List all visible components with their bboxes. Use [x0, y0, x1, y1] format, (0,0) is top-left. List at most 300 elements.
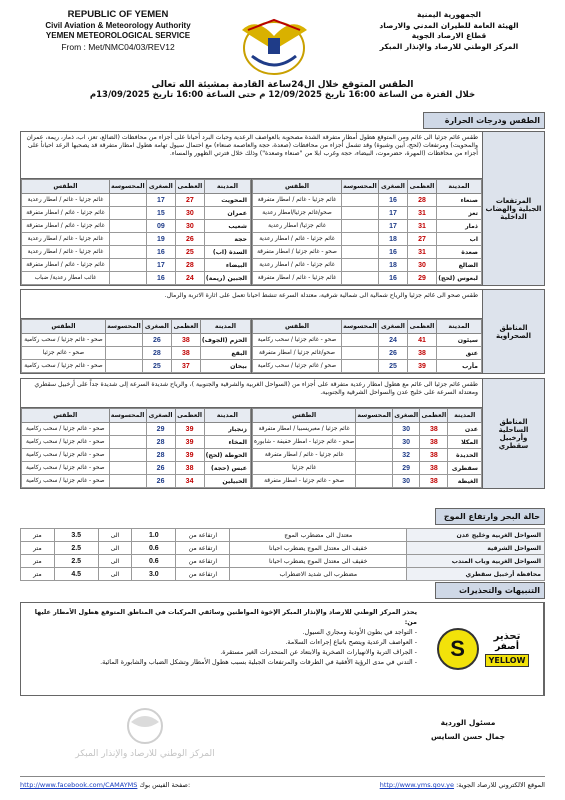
- max-temp-cell: 27: [175, 194, 204, 207]
- column-header-city: المدينة: [437, 320, 482, 334]
- min-temp-cell: 32: [393, 449, 420, 462]
- weather-cell: غائم جزئيا - غائم / امطار متفرقة: [22, 207, 110, 220]
- weather-cell: صحو - غائم جزئيا / سحب ركامية: [22, 436, 110, 449]
- wave-max-cell: 3.5: [54, 529, 98, 542]
- min-temp-cell: 16: [146, 246, 175, 259]
- coastal-section: [20, 378, 545, 489]
- table-row: [253, 259, 482, 272]
- sea-region-cell: السواحل الشرقية: [407, 542, 545, 555]
- max-temp-cell: 31: [408, 246, 437, 259]
- weather-cell: صحو - غائم جزئيا / سحب ركامية: [22, 449, 110, 462]
- table-row: [253, 194, 482, 207]
- max-temp-cell: 38: [171, 334, 200, 347]
- min-temp-cell: 25: [142, 360, 171, 373]
- weather-cell: غائم جزئيا - غائم / امطار متفرقة: [253, 194, 342, 207]
- weather-cell: غائم جزئيا - غائم / امطار رعدية: [22, 233, 110, 246]
- section-heading: التنبيهات والتحذيرات: [435, 582, 545, 599]
- footer: [20, 776, 545, 789]
- max-temp-cell: 29: [408, 272, 437, 285]
- min-temp-cell: 26: [146, 462, 175, 475]
- felt-temp-cell: [109, 194, 146, 207]
- city-cell: الجبين (ريمة): [204, 272, 250, 285]
- facebook-label: صفحة الفيس بوك:: [139, 781, 191, 789]
- column-header-weather: الطقس: [22, 409, 110, 423]
- footer-website: [380, 781, 545, 789]
- felt-temp-cell: [109, 207, 146, 220]
- wave-min-cell: 0.6: [132, 555, 176, 568]
- table-row: [253, 246, 482, 259]
- min-temp-cell: 30: [393, 423, 420, 436]
- column-header-max: العظمى: [175, 180, 204, 194]
- max-temp-cell: 39: [175, 449, 204, 462]
- city-cell: ذمار: [437, 220, 482, 233]
- min-temp-cell: 30: [393, 436, 420, 449]
- table-row: [21, 568, 545, 581]
- min-temp-cell: 16: [146, 272, 175, 285]
- city-cell: البيضاء: [204, 259, 250, 272]
- min-temp-cell: 24: [379, 334, 408, 347]
- weather-cell: غائم جزئيا - غائم / امطار متفرقة: [22, 259, 110, 272]
- felt-temp-cell: [105, 360, 142, 373]
- column-header-weather: الطقس: [22, 320, 106, 334]
- warning-text: [21, 603, 423, 695]
- column-header-felt: المحسوسة: [342, 320, 379, 334]
- weather-cell: غائم جزئيا: [253, 462, 356, 475]
- table-row: [22, 423, 251, 436]
- table-row: [253, 334, 482, 347]
- table-row: [21, 555, 545, 568]
- min-temp-cell: 09: [146, 220, 175, 233]
- table-left: [21, 319, 252, 373]
- city-table: [21, 408, 251, 488]
- weather-cell: صحو/غائم جزئيا/امطار رعدية: [253, 207, 342, 220]
- max-temp-cell: 31: [408, 220, 437, 233]
- warning-line: - العواصف الرعدية ويتصح باتباع إجراءات السلامة.: [285, 638, 417, 646]
- city-cell: الغيظة: [448, 475, 482, 488]
- column-header-city: المدينة: [204, 180, 250, 194]
- max-temp-cell: 27: [408, 233, 437, 246]
- wave-from-label: ارتفاعة من: [176, 568, 230, 581]
- warning-line: - الجراف التربة والانهيارات الصخرية والابتعاد عن المنحدرات الغير مستقرة.: [220, 648, 417, 656]
- column-header-max: العظمى: [171, 320, 200, 334]
- table-row: [253, 233, 482, 246]
- table-row: [253, 423, 482, 436]
- max-temp-cell: 38: [175, 462, 204, 475]
- weather-cell: صحو - غائم جزئيا - امطار خفيفة - شابورة: [253, 436, 356, 449]
- header-line: الجمهورية اليمنية: [417, 10, 481, 19]
- weather-cell: صحو - غائم جزئيا: [22, 347, 106, 360]
- felt-temp-cell: [109, 449, 146, 462]
- max-temp-cell: 38: [420, 436, 448, 449]
- table-row: [22, 475, 251, 488]
- table-row: [253, 272, 482, 285]
- min-temp-cell: 25: [379, 360, 408, 373]
- sea-table: [20, 528, 545, 581]
- city-cell: عتق: [437, 347, 482, 360]
- table-row: [22, 436, 251, 449]
- min-temp-cell: 17: [379, 207, 408, 220]
- warning-level-label: تحذير: [493, 631, 521, 642]
- city-cell: اب: [437, 233, 482, 246]
- watermark-logo: [40, 706, 250, 766]
- felt-temp-cell: [109, 246, 146, 259]
- min-temp-cell: 16: [379, 272, 408, 285]
- header-arabic: [349, 10, 549, 52]
- city-cell: المكلا: [448, 436, 482, 449]
- sea-region-cell: السواحل الغربية وخليج عدن: [407, 529, 545, 542]
- wave-max-cell: 2.5: [54, 555, 98, 568]
- felt-temp-cell: [109, 272, 146, 285]
- felt-temp-cell: [109, 423, 146, 436]
- header-line: Civil Aviation & Meteorology Authority: [45, 20, 191, 30]
- column-header-weather: الطقس: [253, 320, 342, 334]
- table-row: [253, 436, 482, 449]
- min-temp-cell: 15: [146, 207, 175, 220]
- warning-line: يحذر المركز الوطني للارصاد والإنذار المبكر الإخوة المواطنين وسائقي المركبات في المناطق المتوقع هطول الأمطار عليها من:: [34, 608, 417, 626]
- column-header-weather: الطقس: [253, 409, 356, 423]
- max-temp-cell: 24: [175, 272, 204, 285]
- max-temp-cell: 38: [408, 347, 437, 360]
- city-cell: الحوطة (لحج): [204, 449, 250, 462]
- city-cell: صنعاء: [437, 194, 482, 207]
- warning-level-badge: [423, 603, 544, 695]
- weather-cell: غائم جزئيا - غائم / امطار متفرقة: [22, 220, 110, 233]
- table-row: [22, 259, 251, 272]
- watermark-text: المركز الوطني للارصاد والإنذار المبكر: [75, 749, 215, 759]
- felt-temp-cell: [105, 334, 142, 347]
- felt-temp-cell: [342, 360, 379, 373]
- max-temp-cell: 30: [408, 259, 437, 272]
- section-heading: الطقس ودرجات الحرارة: [423, 112, 545, 129]
- header-line: المركز الوطني للارصاد والإنذار المبكر: [379, 41, 519, 51]
- column-header-felt: المحسوسة: [109, 180, 146, 194]
- sea-section: [20, 508, 545, 581]
- column-header-city: المدينة: [200, 320, 250, 334]
- city-cell: الضالع: [437, 259, 482, 272]
- max-temp-cell: 38: [420, 475, 448, 488]
- header-line: الهيئة العامة للطيران المدني والارصاد: [379, 20, 519, 30]
- max-temp-cell: 30: [175, 207, 204, 220]
- min-temp-cell: 28: [146, 449, 175, 462]
- max-temp-cell: 38: [171, 347, 200, 360]
- city-cell: الحزم (الجوف): [200, 334, 250, 347]
- table-row: [22, 347, 251, 360]
- max-temp-cell: 34: [175, 475, 204, 488]
- weather-cell: صحو / غائم جزئيا / سحب ركامية: [253, 360, 342, 373]
- max-temp-cell: 41: [408, 334, 437, 347]
- column-header-min: الصغرى: [379, 180, 408, 194]
- wave-to-label: الى: [98, 542, 132, 555]
- min-temp-cell: 28: [146, 436, 175, 449]
- city-cell: صعدة: [437, 246, 482, 259]
- city-cell: السدة (اب): [204, 246, 250, 259]
- city-cell: المخاء: [204, 436, 250, 449]
- column-header-min: الصغرى: [379, 320, 408, 334]
- city-cell: عمران: [204, 207, 250, 220]
- min-temp-cell: 30: [393, 475, 420, 488]
- column-header-max: العظمى: [420, 409, 448, 423]
- weather-cell: غائم جزئيا / مغبريسبيا / امطار متفرقة: [253, 423, 356, 436]
- city-table: [252, 319, 482, 373]
- felt-temp-cell: [342, 259, 379, 272]
- felt-temp-cell: [342, 207, 379, 220]
- wave-unit-cell: متر: [21, 542, 55, 555]
- table-row: [21, 542, 545, 555]
- weather-cell: صحو - غائم جزئيا - امطار متفرقة: [253, 475, 356, 488]
- city-cell: حجة: [204, 233, 250, 246]
- max-temp-cell: 39: [175, 423, 204, 436]
- sea-state-cell: خفيف الى معتدل الموج يضطرب احيانا: [230, 542, 407, 555]
- weather-cell: صحو - غائم جزئيا / سحب ركامية: [22, 423, 110, 436]
- header-line: REPUBLIC OF YEMEN: [67, 9, 169, 20]
- max-temp-cell: 37: [171, 360, 200, 373]
- warnings-box: [20, 602, 545, 696]
- region-description: طقس صحو الى غائم جزئيا والرياح شمالية الى شمالية شرقية، معتدلة السرعة تنشط احيانا تعمل على اثارة الاتربة والرمال.: [21, 290, 482, 319]
- table-row: [22, 194, 251, 207]
- warning-level: [485, 631, 530, 667]
- min-temp-cell: 16: [379, 246, 408, 259]
- column-header-city: المدينة: [448, 409, 482, 423]
- column-header-felt: المحسوسة: [105, 320, 142, 334]
- sea-region-cell: محافظة أرخبيل سقطري: [407, 568, 545, 581]
- sea-state-cell: معتدل الى مضطرب الموج: [230, 529, 407, 542]
- felt-temp-cell: [342, 334, 379, 347]
- weather-cell: غائم جزئيا - غائم / امطار متفرقة: [253, 272, 342, 285]
- city-table: [21, 319, 251, 373]
- wave-max-cell: 4.5: [54, 568, 98, 581]
- header-line: قطاع الارصاد الجوية: [411, 31, 487, 40]
- min-temp-cell: 26: [379, 347, 408, 360]
- felt-temp-cell: [342, 347, 379, 360]
- min-temp-cell: 26: [146, 475, 175, 488]
- column-header-weather: الطقس: [22, 180, 110, 194]
- authority-eagle-logo-icon: [232, 8, 317, 80]
- header-line: YEMEN METEOROLOGICAL SERVICE: [45, 31, 191, 40]
- column-header-min: الصغرى: [146, 180, 175, 194]
- city-table: [21, 179, 251, 285]
- max-temp-cell: 39: [408, 360, 437, 373]
- wave-min-cell: 1.0: [132, 529, 176, 542]
- region-highlands: [20, 131, 545, 286]
- min-temp-cell: 29: [393, 462, 420, 475]
- signature-block: [431, 716, 505, 744]
- min-temp-cell: 18: [379, 259, 408, 272]
- sea-state-cell: مضطرب الى شديد الاضطراب: [230, 568, 407, 581]
- warning-color-ar: أصفر: [495, 642, 519, 652]
- signature-title: مسئول الوردية: [440, 718, 496, 727]
- weather-cell: غائب امطار رعدية/ ضباب: [22, 272, 110, 285]
- weather-cell: صحو/غائم جزئيا / امطار متفرقة: [253, 347, 342, 360]
- column-header-min: الصغرى: [146, 409, 175, 423]
- max-temp-cell: 26: [175, 233, 204, 246]
- city-table: [252, 179, 482, 285]
- weather-section: [20, 112, 545, 286]
- max-temp-cell: 28: [408, 194, 437, 207]
- wave-unit-cell: متر: [21, 529, 55, 542]
- forecast-title: [20, 80, 545, 100]
- table-row: [253, 360, 482, 373]
- city-cell: الحبيلين: [204, 475, 250, 488]
- column-header-weather: الطقس: [253, 180, 342, 194]
- table-row: [22, 220, 251, 233]
- sea-state-cell: خفيف الى معتدل الموج يضطرب احيانا: [230, 555, 407, 568]
- weather-cell: صحو - غائم جزئيا / امطار متفرقة: [253, 246, 342, 259]
- region-description: طقس غائم جزئيا الى غائم ومن المتوقع هطول أمطار متفرقة الشدة مصحوبة بالعواصف الرعدية وحبات البرد أحيانا على أجزاء من محافظات (الضالع، تعز، اب، ذمار، ريمة، عمران والمحويت) ومرتفعات (لحج، أبين وشبوة) وقد تشمل أجزاء من محافظات (صعدة، حجة والعاصمة صنعاء) مع احتمال سيول تهامة هطول امطار متفرقة قد يصحبها الرعد احيانأ على أجزاء من محافظات (المهرة، حضرموت، البيضاء، حجة وغرب ابلا من "صنعاء وصعدة") وذلك خلال فترتي الظهور والمساء.: [21, 132, 482, 179]
- wave-min-cell: 3.0: [132, 568, 176, 581]
- felt-temp-cell: [109, 462, 146, 475]
- min-temp-cell: 17: [146, 259, 175, 272]
- weather-cell: صحو - غائم جزئيا / سحب ركامية: [22, 462, 110, 475]
- weather-cell: غائم جزئيا/ امطار رعدية: [253, 220, 342, 233]
- column-header-felt: المحسوسة: [109, 409, 146, 423]
- wave-from-label: ارتفاعة من: [176, 529, 230, 542]
- max-temp-cell: 28: [175, 259, 204, 272]
- weather-cell: صحو - غائم جزئيا / سحب ركامية: [22, 360, 106, 373]
- signature-name: جمال حسن السايس: [430, 732, 505, 741]
- min-temp-cell: 16: [379, 194, 408, 207]
- max-temp-cell: 39: [175, 436, 204, 449]
- header-form-code: From : Met/NMC04/03/REV12: [61, 41, 175, 52]
- city-cell: سقطرى: [448, 462, 482, 475]
- min-temp-cell: 17: [146, 194, 175, 207]
- felt-temp-cell: [109, 436, 146, 449]
- city-cell: شعيب: [204, 220, 250, 233]
- table-row: [22, 462, 251, 475]
- weather-cell: غائم جزئيا - غائم / امطار رعدية: [22, 194, 110, 207]
- felt-temp-cell: [356, 475, 393, 488]
- min-temp-cell: 28: [142, 347, 171, 360]
- table-right: [252, 319, 482, 373]
- weather-cell: غائم جزئيا - غائم / امطار رعدية: [22, 246, 110, 259]
- column-header-min: الصغرى: [142, 320, 171, 334]
- felt-temp-cell: [356, 449, 393, 462]
- max-temp-cell: 31: [408, 207, 437, 220]
- watermark-logo-icon: [125, 706, 165, 746]
- warning-line: - التواجد في بطون الأودية ومجاري السيول.: [302, 628, 417, 636]
- website-link[interactable]: http://www.yms.gov.ye: [379, 781, 455, 789]
- column-header-max: العظمى: [175, 409, 204, 423]
- table-row: [21, 529, 545, 542]
- felt-temp-cell: [109, 220, 146, 233]
- city-cell: المحويت: [204, 194, 250, 207]
- table-row: [253, 475, 482, 488]
- felt-temp-cell: [342, 220, 379, 233]
- table-row: [22, 246, 251, 259]
- header-english: [18, 10, 218, 52]
- wave-to-label: الى: [98, 555, 132, 568]
- table-row: [253, 207, 482, 220]
- region-label: المناطق الساحلية وأرخبيل سقطري: [482, 379, 544, 488]
- column-header-felt: المحسوسة: [342, 180, 379, 194]
- title-period: خلال الفترة من الساعة 16:00 تاريخ 12/09/2025 م حتى الساعة 16:00 تاريخ 13/09/2025م: [89, 90, 476, 100]
- table-row: [22, 449, 251, 462]
- wave-from-label: ارتفاعة من: [176, 542, 230, 555]
- min-temp-cell: 18: [379, 233, 408, 246]
- column-header-min: الصغرى: [393, 409, 420, 423]
- warning-s-icon: S: [437, 628, 479, 670]
- table-right: [252, 408, 482, 488]
- felt-temp-cell: [342, 246, 379, 259]
- felt-temp-cell: [356, 423, 393, 436]
- website-label: الموقع الالكتروني للارصاد الجوية:: [456, 781, 545, 789]
- max-temp-cell: 38: [420, 449, 448, 462]
- wave-unit-cell: متر: [21, 555, 55, 568]
- wave-min-cell: 0.6: [132, 542, 176, 555]
- column-header-max: العظمى: [408, 180, 437, 194]
- max-temp-cell: 38: [420, 423, 448, 436]
- felt-temp-cell: [356, 462, 393, 475]
- footer-facebook: [20, 781, 190, 789]
- section-heading: حالة البحر وارتفاع الموج: [435, 508, 545, 525]
- city-cell: عدن: [448, 423, 482, 436]
- region-desert: [20, 289, 545, 374]
- weather-cell: غائم جزئيا - غائم / امطار متفرقة: [253, 449, 356, 462]
- min-temp-cell: 19: [146, 233, 175, 246]
- column-header-felt: المحسوسة: [356, 409, 393, 423]
- wave-max-cell: 2.5: [54, 542, 98, 555]
- table-row: [253, 462, 482, 475]
- max-temp-cell: 38: [420, 462, 448, 475]
- felt-temp-cell: [109, 259, 146, 272]
- table-row: [253, 220, 482, 233]
- city-cell: بيحان: [200, 360, 250, 373]
- city-cell: سيئون: [437, 334, 482, 347]
- weather-cell: غائم جزئيا - غائم / امطار رعدية: [253, 233, 342, 246]
- wave-unit-cell: متر: [21, 568, 55, 581]
- table-row: [22, 272, 251, 285]
- min-temp-cell: 26: [142, 334, 171, 347]
- table-right: [252, 179, 482, 285]
- title-main: الطقس المتوقع خلال ال24ساعة القادمة بمشيئة الله تعالى: [151, 80, 414, 90]
- city-cell: البقع: [200, 347, 250, 360]
- table-row: [253, 347, 482, 360]
- desert-section: [20, 289, 545, 374]
- wave-to-label: الى: [98, 529, 132, 542]
- felt-temp-cell: [342, 233, 379, 246]
- warnings-section: [20, 582, 545, 696]
- city-cell: مأرب: [437, 360, 482, 373]
- region-description: طقس غائم جزئيا الى غائم مع هطول امطار رعدية متفرقة على أجزاء من (السواحل الغربية والشرقية والجنوبية )، والرياح شديدة السرعة إلى شديدة جداً على أرخبيل سقطري ومعتدلة السرعة على خليج عدن والسواحل الشرقية والجنوبية.: [21, 379, 482, 408]
- weather-cell: صحو - غائم جزئيا / سحب ركامية: [253, 334, 342, 347]
- facebook-link[interactable]: http://www.facebook.com/CAMAYMS: [20, 781, 138, 789]
- felt-temp-cell: [356, 436, 393, 449]
- table-row: [22, 360, 251, 373]
- felt-temp-cell: [109, 475, 146, 488]
- region-label: المناطق الصحراوية: [482, 290, 544, 373]
- table-left: [21, 408, 252, 488]
- warning-line: - التدني في مدى الرؤية الأفقية في الطرقات والمرتفعات الجبلية بسبب هطول الأمطار وتشكل الضباب والشابورة المائية.: [100, 658, 417, 666]
- max-temp-cell: 30: [175, 220, 204, 233]
- wave-to-label: الى: [98, 568, 132, 581]
- column-header-city: المدينة: [437, 180, 482, 194]
- min-temp-cell: 29: [146, 423, 175, 436]
- city-cell: عبس (حجة): [204, 462, 250, 475]
- min-temp-cell: 17: [379, 220, 408, 233]
- table-row: [253, 449, 482, 462]
- region-label: المرتفعات الجبلية والهضاب الداخلية: [482, 132, 544, 285]
- city-cell: لبعوس (لحج): [437, 272, 482, 285]
- column-header-max: العظمى: [408, 320, 437, 334]
- weather-cell: صحو - غائم جزئيا / سحب ركامية: [22, 334, 106, 347]
- felt-temp-cell: [105, 347, 142, 360]
- table-left: [21, 179, 252, 285]
- table-row: [22, 334, 251, 347]
- max-temp-cell: 25: [175, 246, 204, 259]
- city-cell: الحديدة: [448, 449, 482, 462]
- city-cell: تعز: [437, 207, 482, 220]
- table-row: [22, 207, 251, 220]
- region-coastal: [20, 378, 545, 489]
